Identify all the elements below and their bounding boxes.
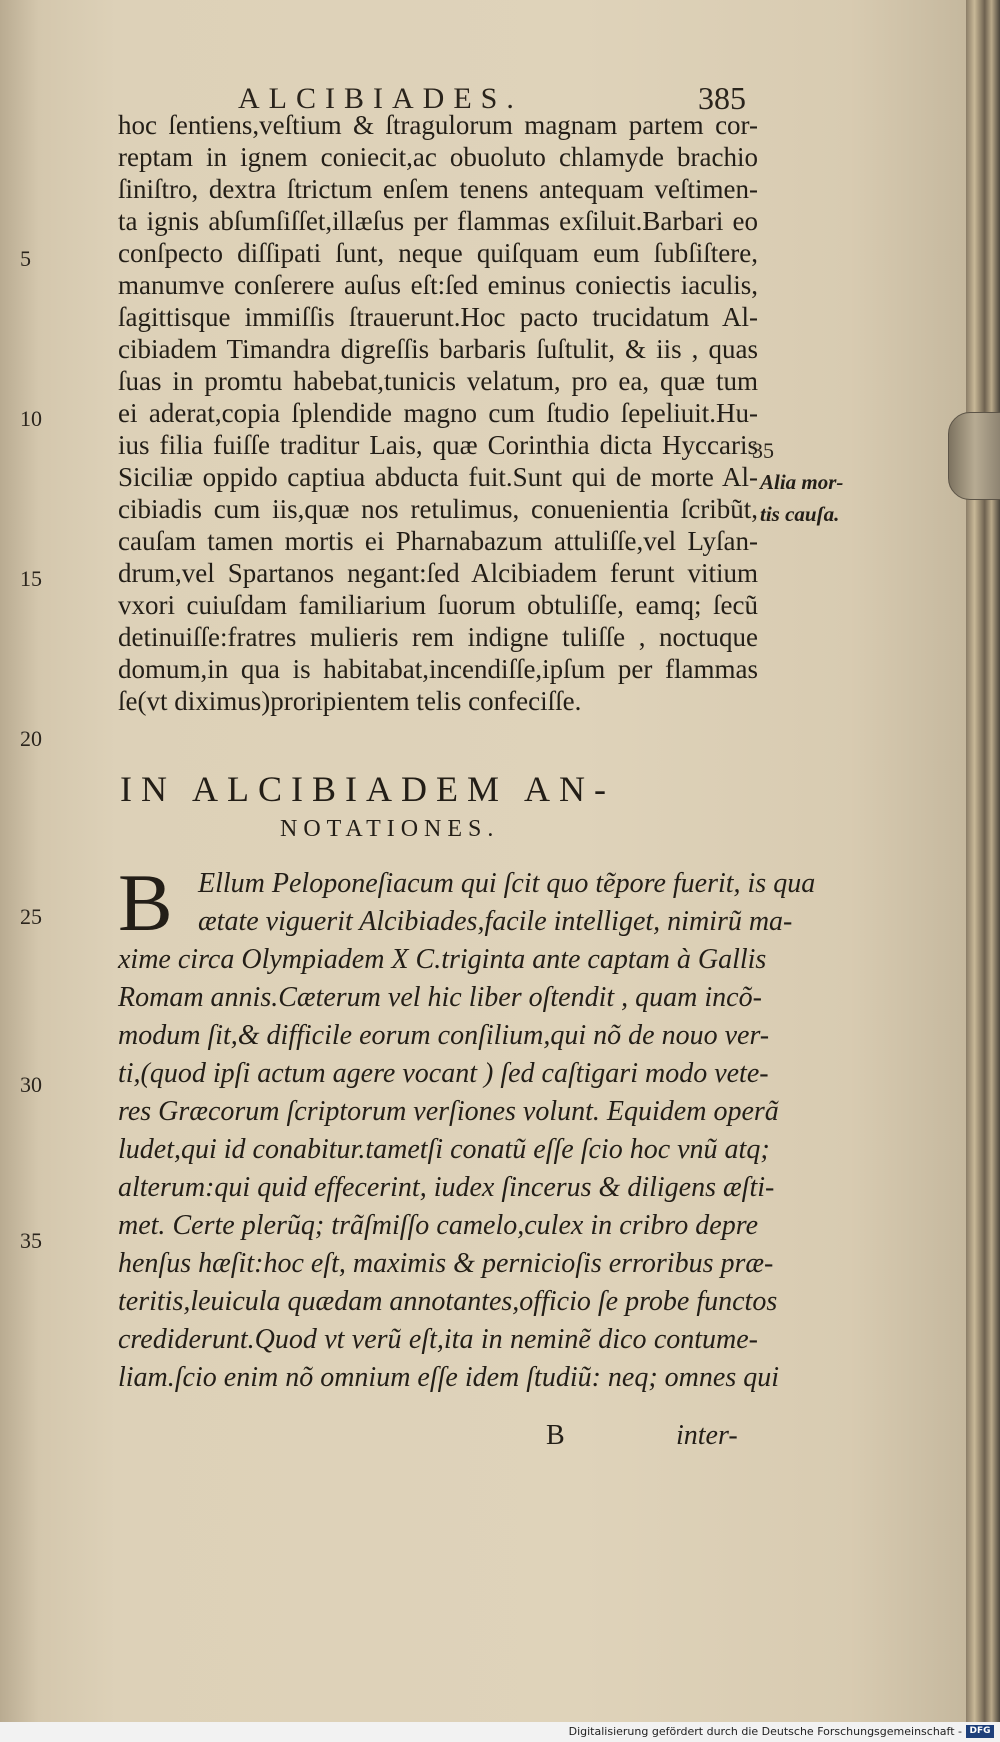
text-line: conſpecto diſſipati ſunt, neque quiſquam eum ſubſiſtere,	[118, 238, 758, 268]
text-line: xime circa Olympiadem X C.triginta ante captam à Gallis	[118, 944, 767, 975]
text-line: henſus hæſit:hoc eſt, maximis & pernicioſis erroribus præ-	[118, 1248, 774, 1279]
text-line: detinuiſſe:fratres mulieris rem indigne tuliſſe , noctuque	[118, 622, 758, 652]
text-line: ſagittisque immiſſis ſtrauerunt.Hoc pacto trucidatum Al-	[118, 302, 758, 332]
line-number: 15	[20, 566, 42, 591]
text-line: res Græcorum ſcriptorum verſiones volunt. Equidem operã	[118, 1096, 779, 1127]
text-line: Ellum Peloponeſiacum qui ſcit quo tẽpore fuerit, is qua	[198, 868, 816, 899]
text-line: met. Certe plerũq; trãſmiſſo camelo,culex in cribro depre	[118, 1210, 758, 1241]
marginal-note: tis cauſa.	[760, 502, 840, 526]
text-line: crediderunt.Quod vt verũ eſt,ita in neminẽ dico contume-	[118, 1324, 758, 1355]
text-line: cauſam tamen mortis ei Pharnabazum attuliſſe,vel Lyſan-	[118, 526, 758, 556]
text-line: Siciliæ oppido captiua abducta fuit.Sunt qui de morte Al-	[118, 462, 758, 492]
drop-cap: B	[118, 857, 173, 948]
text-line: ius filia fuiſſe traditur Lais, quæ Corinthia dicta Hyccaris	[118, 430, 758, 460]
line-number: 10	[20, 406, 42, 431]
catchword: inter-	[676, 1420, 738, 1451]
folio-number: 385	[698, 80, 746, 116]
text-line: reptam in ignem coniecit,ac obuoluto chlamyde brachio	[118, 142, 758, 172]
text-line: ætate viguerit Alcibiades,facile intelliget, nimirũ ma-	[198, 906, 793, 937]
section-heading: IN ALCIBIADEM AN-	[120, 769, 615, 809]
line-number: 30	[20, 1072, 42, 1097]
margin-line-number: 35	[752, 438, 774, 463]
text-line: Romam annis.Cæterum vel hic liber oſtendit , quam incõ-	[118, 982, 762, 1013]
line-number: 20	[20, 726, 42, 751]
running-head: ALCIBIADES.	[238, 82, 523, 115]
text-line: ti,(quod ipſi actum agere vocant ) ſed caſtigari modo vete-	[118, 1058, 769, 1089]
text-line: cibiadis cum iis,quæ nos retulimus, conuenientia ſcribũt,	[118, 494, 758, 524]
footer-bar	[0, 1722, 1000, 1742]
footer-credit: Digitalisierung gefördert durch die Deutsche Forschungsgemeinschaft -	[568, 1725, 962, 1738]
text-line: ludet,qui id conabitur.tametſi conatũ eſſe ſcio hoc vnũ atq;	[118, 1134, 770, 1165]
text-line: alterum:qui quid effecerint, iudex ſincerus & diligens æſti-	[118, 1172, 775, 1203]
text-line: liam.ſcio enim nõ omnium eſſe idem ſtudiũ: neq; omnes qui	[118, 1362, 779, 1393]
text-line: teritis,leuicula quædam annotantes,officio ſe probe functos	[118, 1286, 778, 1317]
signature-mark: B	[546, 1420, 565, 1451]
text-line: drum,vel Spartanos negant:ſed Alcibiadem ferunt vitium	[118, 558, 758, 588]
text-line: vxori cuiuſdam familiarium ſuorum obtuliſſe, eamq; ſecũ	[118, 590, 758, 620]
text-line: ta ignis abſumſiſſet,illæſus per flammas exſiluit.Barbari eo	[118, 206, 758, 236]
line-number: 25	[20, 904, 42, 929]
text-line: hoc ſentiens,veſtium & ſtragulorum magnam partem cor-	[118, 110, 758, 140]
text-line: domum,in qua is habitabat,incendiſſe,ipſum per flammas	[118, 654, 758, 684]
book-clip	[948, 412, 1000, 500]
text-line: ſe(vt diximus)proripientem telis confeciſſe.	[118, 686, 582, 716]
marginal-note: Alia mor-	[760, 470, 844, 494]
text-line: ſuas in promtu habebat,tunicis velatum, pro ea, quæ tum	[118, 366, 758, 396]
section-subheading: NOTATIONES.	[280, 816, 500, 842]
text-line: ei aderat,copia ſplendide magno cum ſtudio ſepeliuit.Hu-	[118, 398, 758, 428]
line-number: 35	[20, 1228, 42, 1253]
text-line: ſiniſtro, dextra ſtrictum enſem tenens antequam veſtimen-	[118, 174, 758, 204]
dfg-logo: DFG	[966, 1725, 994, 1738]
text-line: modum ſit,& difficile eorum conſilium,qui nõ de nouo ver-	[118, 1020, 770, 1051]
page-edge	[966, 0, 1000, 1722]
line-number: 5	[20, 246, 31, 271]
text-line: manumve conſerere auſus eſt:ſed eminus coniectis iaculis,	[118, 270, 758, 300]
text-line: cibiadem Timandra digreſſis barbaris ſuſtulit, & iis , quas	[118, 334, 758, 364]
